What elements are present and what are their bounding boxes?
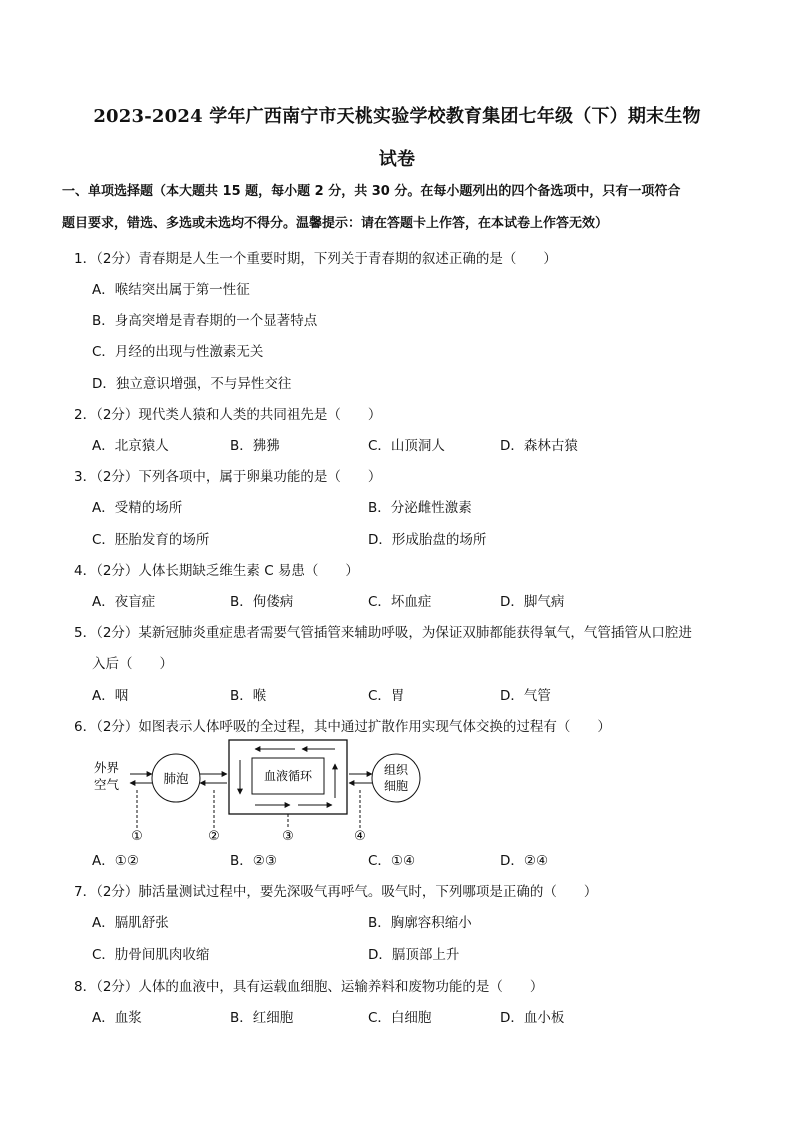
question-7-option-b: B．胸廓容积缩小 [368,915,472,931]
exam-title-line-1: 2023-2024 学年广西南宁市天桃实验学校教育集团七年级（下）期末生物 [93,106,701,127]
section-heading-line-2: 题目要求，错选、多选或未选均不得分。温馨提示：请在答题卡上作答，在本试卷上作答无效） [62,216,609,231]
question-8-stem: 8．（2分）人体的血液中，具有运载血细胞、运输养料和废物功能的是（ ） [74,979,544,995]
question-3-option-a: A．受精的场所 [92,500,183,516]
question-1-option-b: B．身高突增是青春期的一个显著特点 [92,313,318,329]
process-label-2: ② [208,829,220,843]
process-label-3: ③ [282,829,294,843]
tissue-cell-circle [372,754,420,802]
respiration-diagram [90,738,430,843]
question-8-option-a: A．血浆 [92,1010,142,1026]
question-2-option-a: A．北京猿人 [92,438,169,454]
question-5-option-a: A．咽 [92,688,129,704]
tissue-cell-label-2: 细胞 [383,779,409,793]
question-6-option-a: A．①② [92,853,139,869]
question-3-stem: 3．（2分）下列各项中，属于卵巢功能的是（ ） [74,469,382,485]
question-6-option-b: B．②③ [230,853,277,869]
question-4-stem: 4．（2分）人体长期缺乏维生素 C 易患（ ） [74,563,359,579]
question-7-option-c: C．肋骨间肌肉收缩 [92,947,210,963]
question-7-option-a: A．膈肌舒张 [92,915,169,931]
question-6-stem: 6．（2分）如图表示人体呼吸的全过程，其中通过扩散作用实现气体交换的过程有（ ） [74,719,611,735]
blood-circulation-label: 血液循环 [263,769,313,783]
question-7-option-d: D．膈顶部上升 [368,947,460,963]
question-4-option-b: B．佝偻病 [230,594,294,610]
question-2-option-d: D．森林古猿 [500,438,578,454]
question-4-option-c: C．坏血症 [368,594,432,610]
question-8-option-c: C．白细胞 [368,1010,432,1026]
question-8-option-b: B．红细胞 [230,1010,294,1026]
question-5-stem: 5．（2分）某新冠肺炎重症患者需要气管插管来辅助呼吸，为保证双肺都能获得氧气，气管插管从口腔进 [74,625,692,641]
question-6-option-c: C．①④ [368,853,416,869]
question-7-stem: 7．（2分）肺活量测试过程中，要先深吸气再呼气。吸气时，下列哪项是正确的（ ） [74,884,598,900]
question-8-option-d: D．血小板 [500,1010,565,1026]
question-2-stem: 2．（2分）现代类人猿和人类的共同祖先是（ ） [74,407,382,423]
section-heading-line-1: 一、单项选择题（本大题共 15 题，每小题 2 分，共 30 分。在每小题列出的四个备选项中，只有一项符合 [62,184,681,199]
exam-title-line-2: 试卷 [378,149,416,170]
question-1-option-c: C．月经的出现与性激素无关 [92,344,264,360]
question-5-option-d: D．气管 [500,688,551,704]
process-label-1: ① [131,829,143,843]
question-3-option-c: C．胚胎发育的场所 [92,532,210,548]
question-1-option-a: A．喉结突出属于第一性征 [92,282,250,298]
tissue-cell-label-1: 组织 [383,763,409,777]
question-6-option-d: D．②④ [500,853,549,869]
question-3-option-d: D．形成胎盘的场所 [368,532,487,548]
question-1-option-d: D．独立意识增强，不与异性交往 [92,376,292,392]
question-3-option-b: B．分泌雌性激素 [368,500,472,516]
question-4-option-a: A．夜盲症 [92,594,156,610]
question-5-option-b: B．喉 [230,688,267,704]
outside-air-label-1: 外界 [94,760,120,775]
process-label-4: ④ [354,829,366,843]
question-5-option-c: C．胃 [368,688,405,704]
question-1-stem: 1．（2分）青春期是人生一个重要时期，下列关于青春期的叙述正确的是（ ） [74,251,557,267]
question-2-option-c: C．山顶洞人 [368,438,445,454]
question-5-stem-continued: 入后（ ） [92,656,173,672]
alveoli-label: 肺泡 [163,771,189,786]
question-4-option-d: D．脚气病 [500,594,565,610]
question-2-option-b: B．狒狒 [230,438,280,454]
outside-air-label-2: 空气 [94,777,120,792]
